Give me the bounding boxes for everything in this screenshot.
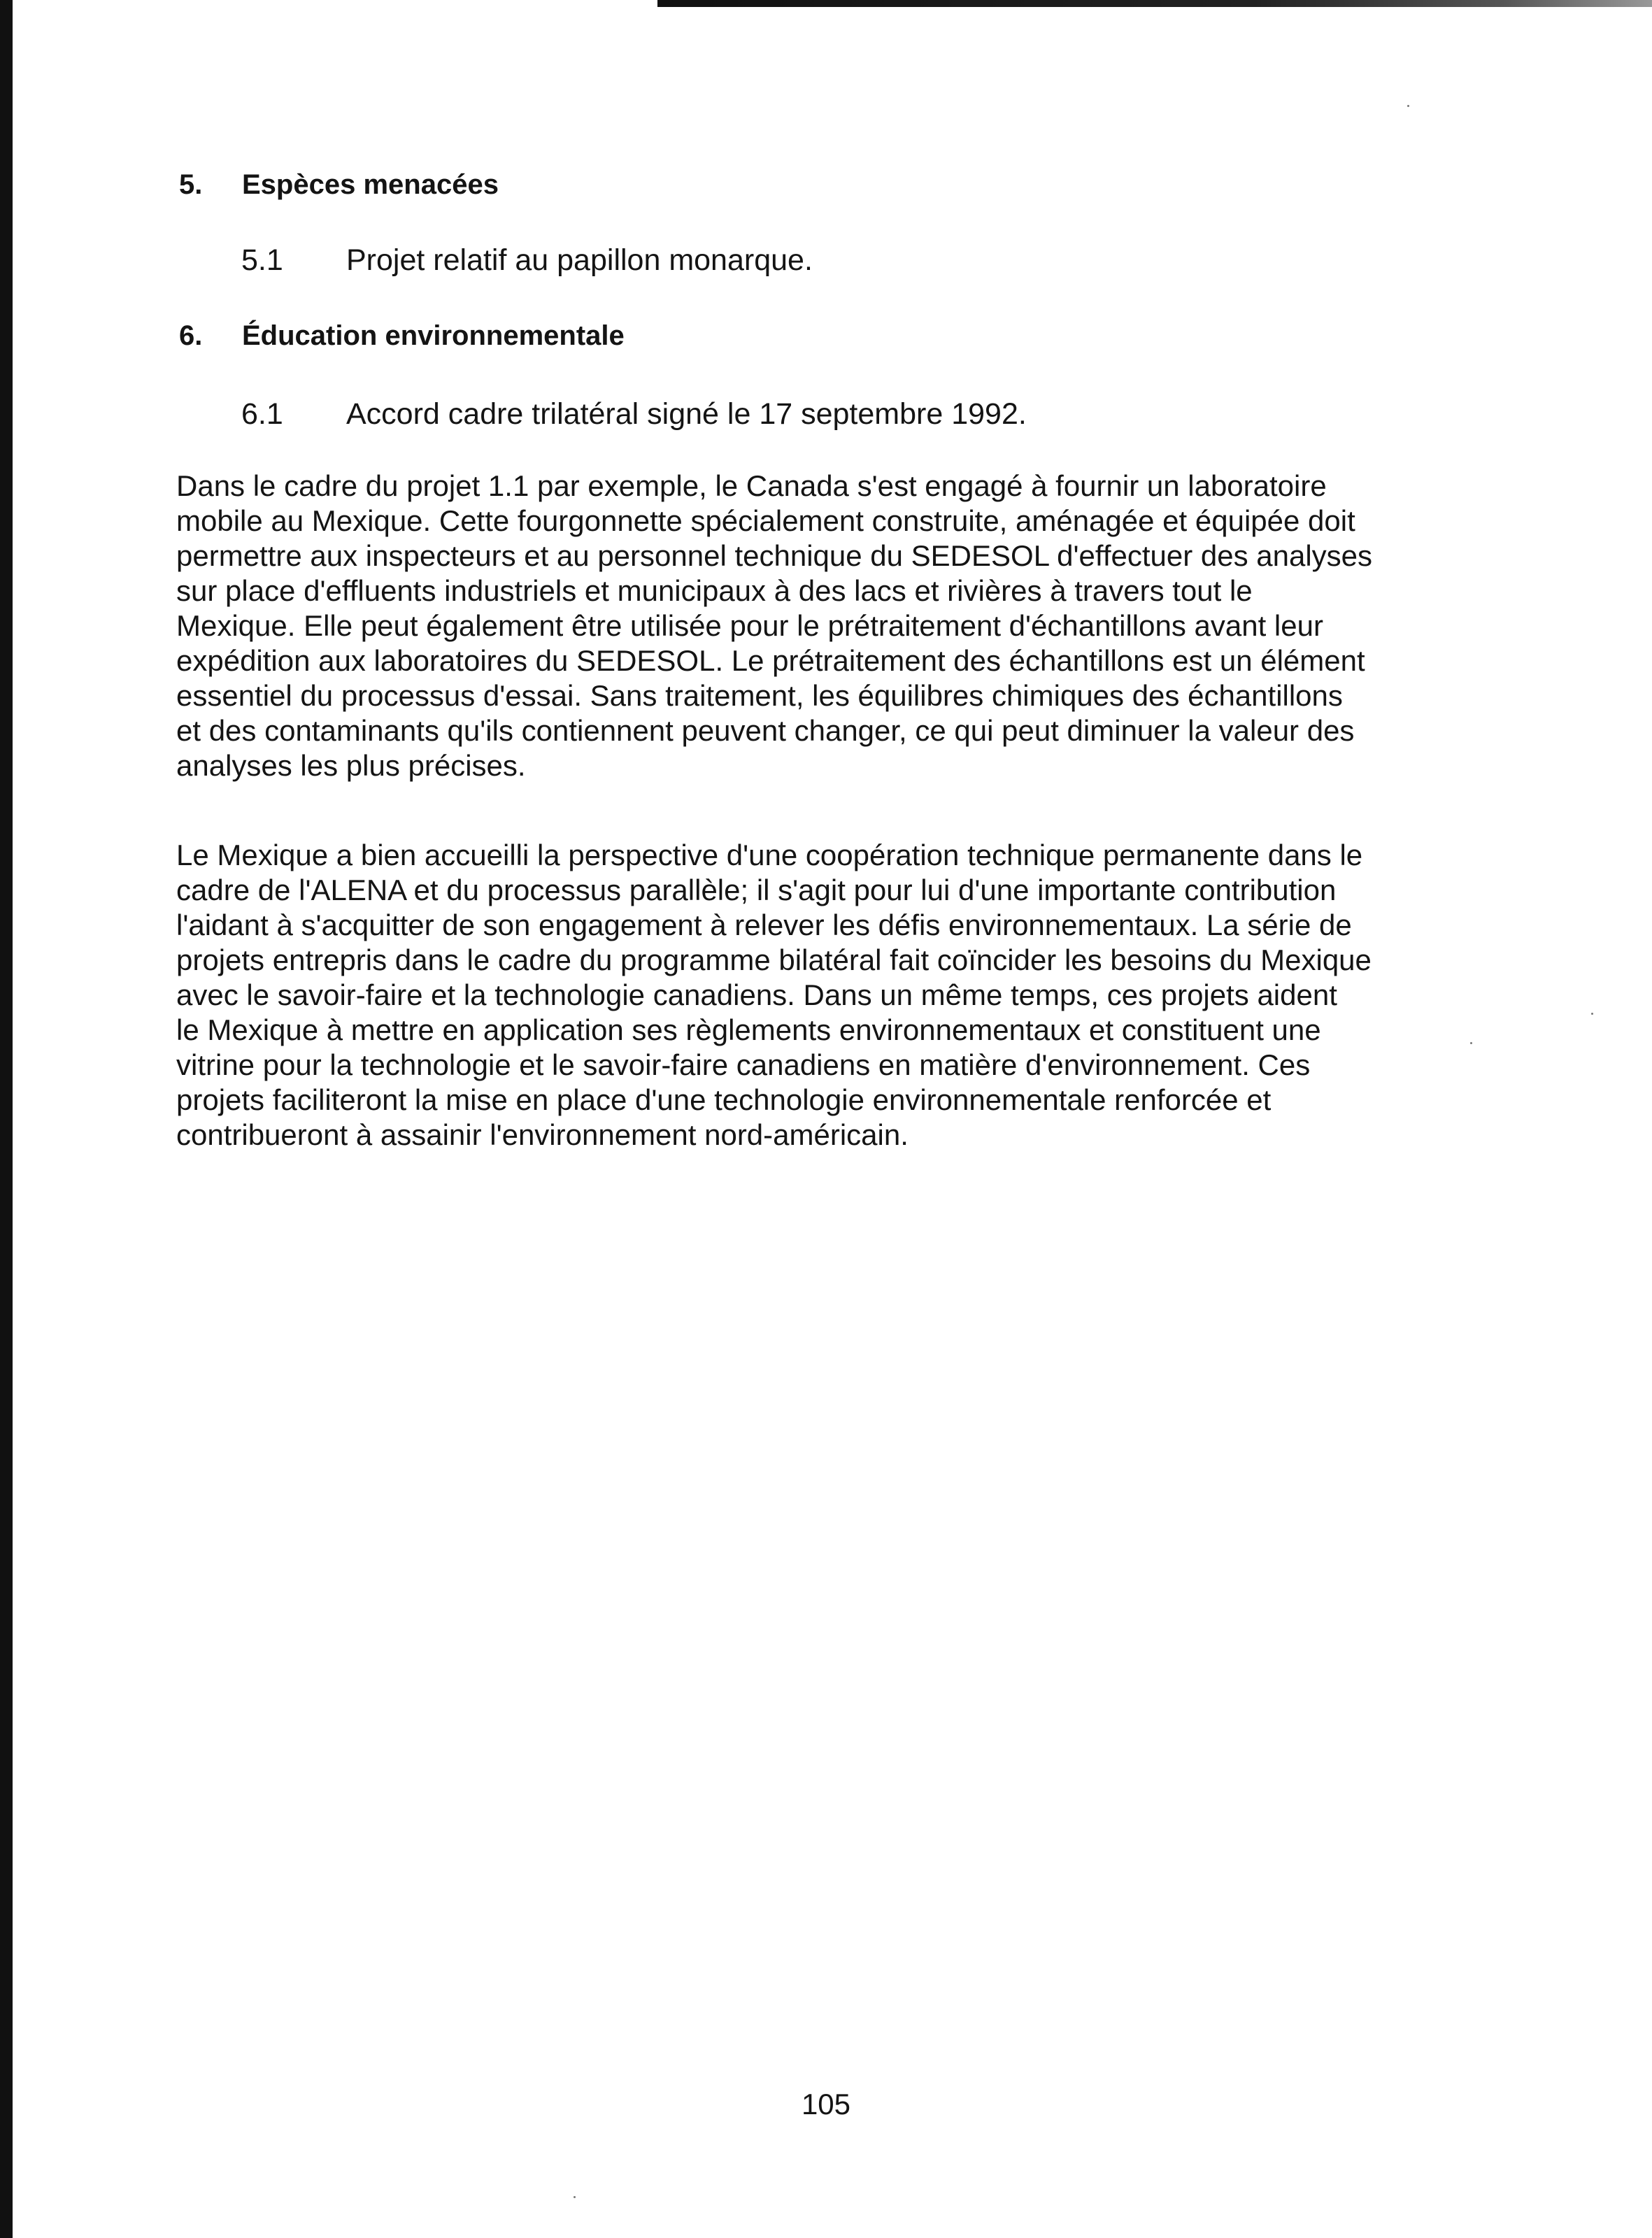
section-heading-5 xyxy=(179,169,499,201)
body-paragraph-2 xyxy=(176,838,1505,1153)
paragraph-line: Le Mexique a bien accueilli la perspective d'une coopération technique permanente dans le xyxy=(176,839,1363,871)
paragraph-line: Mexique. Elle peut également être utilisée pour le prétraitement d'échantillons avant leur xyxy=(176,609,1323,642)
paragraph-line: projets faciliteront la mise en place d'une technologie environnementale renforcée et xyxy=(176,1083,1272,1116)
section-heading-6 xyxy=(179,320,625,352)
paragraph-line: et des contaminants qu'ils contiennent peuvent changer, ce qui peut diminuer la valeur des xyxy=(176,714,1355,747)
section-title: Éducation environnementale xyxy=(242,320,625,351)
paragraph-line: permettre aux inspecteurs et au personnel technique du SEDESOL d'effectuer des analyses xyxy=(176,539,1373,572)
scan-speck xyxy=(574,2196,576,2198)
section-title: Espèces menacées xyxy=(242,169,499,200)
subsection-number: 6.1 xyxy=(241,397,283,431)
paragraph-line: contribueront à assainir l'environnement nord-américain. xyxy=(176,1118,909,1151)
section-number: 5. xyxy=(179,169,203,200)
paragraph-line: le Mexique à mettre en application ses règlements environnementaux et constituent une xyxy=(176,1013,1321,1046)
paragraph-line: essentiel du processus d'essai. Sans traitement, les équilibres chimiques des échantillons xyxy=(176,679,1343,712)
section-number: 6. xyxy=(179,320,203,351)
paragraph-line: l'aidant à s'acquitter de son engagement à relever les défis environnementaux. La série de xyxy=(176,908,1352,941)
subsection-item-5-1 xyxy=(241,243,813,278)
scan-speck xyxy=(1591,1013,1593,1015)
paragraph-line: cadre de l'ALENA et du processus parallèle; il s'agit pour lui d'une importante contribution xyxy=(176,874,1337,906)
paragraph-line: Dans le cadre du projet 1.1 par exemple, le Canada s'est engagé à fournir un laboratoire xyxy=(176,469,1327,502)
paragraph-line: avec le savoir-faire et la technologie canadiens. Dans un même temps, ces projets aident xyxy=(176,978,1337,1011)
subsection-text: Accord cadre trilatéral signé le 17 septembre 1992. xyxy=(346,397,1027,431)
subsection-text: Projet relatif au papillon monarque. xyxy=(346,243,813,277)
scan-speck xyxy=(1407,105,1409,107)
page-number: 105 xyxy=(801,2088,851,2121)
paragraph-line: expédition aux laboratoires du SEDESOL. Le prétraitement des échantillons est un élément xyxy=(176,644,1365,677)
paragraph-line: analyses les plus précises. xyxy=(176,749,526,782)
body-paragraph-1 xyxy=(176,469,1505,783)
paragraph-line: vitrine pour la technologie et le savoir-faire canadiens en matière d'environnement. Ces xyxy=(176,1048,1311,1081)
paragraph-line: sur place d'effluents industriels et municipaux à des lacs et rivières à travers tout le xyxy=(176,574,1253,607)
subsection-item-6-1 xyxy=(241,397,1027,432)
scan-speck xyxy=(1470,1042,1472,1044)
paragraph-line: mobile au Mexique. Cette fourgonnette spécialement construite, aménagée et équipée doit xyxy=(176,504,1355,537)
paragraph-line: projets entrepris dans le cadre du programme bilatéral fait coïncider les besoins du Mexique xyxy=(176,943,1372,976)
subsection-number: 5.1 xyxy=(241,243,283,277)
